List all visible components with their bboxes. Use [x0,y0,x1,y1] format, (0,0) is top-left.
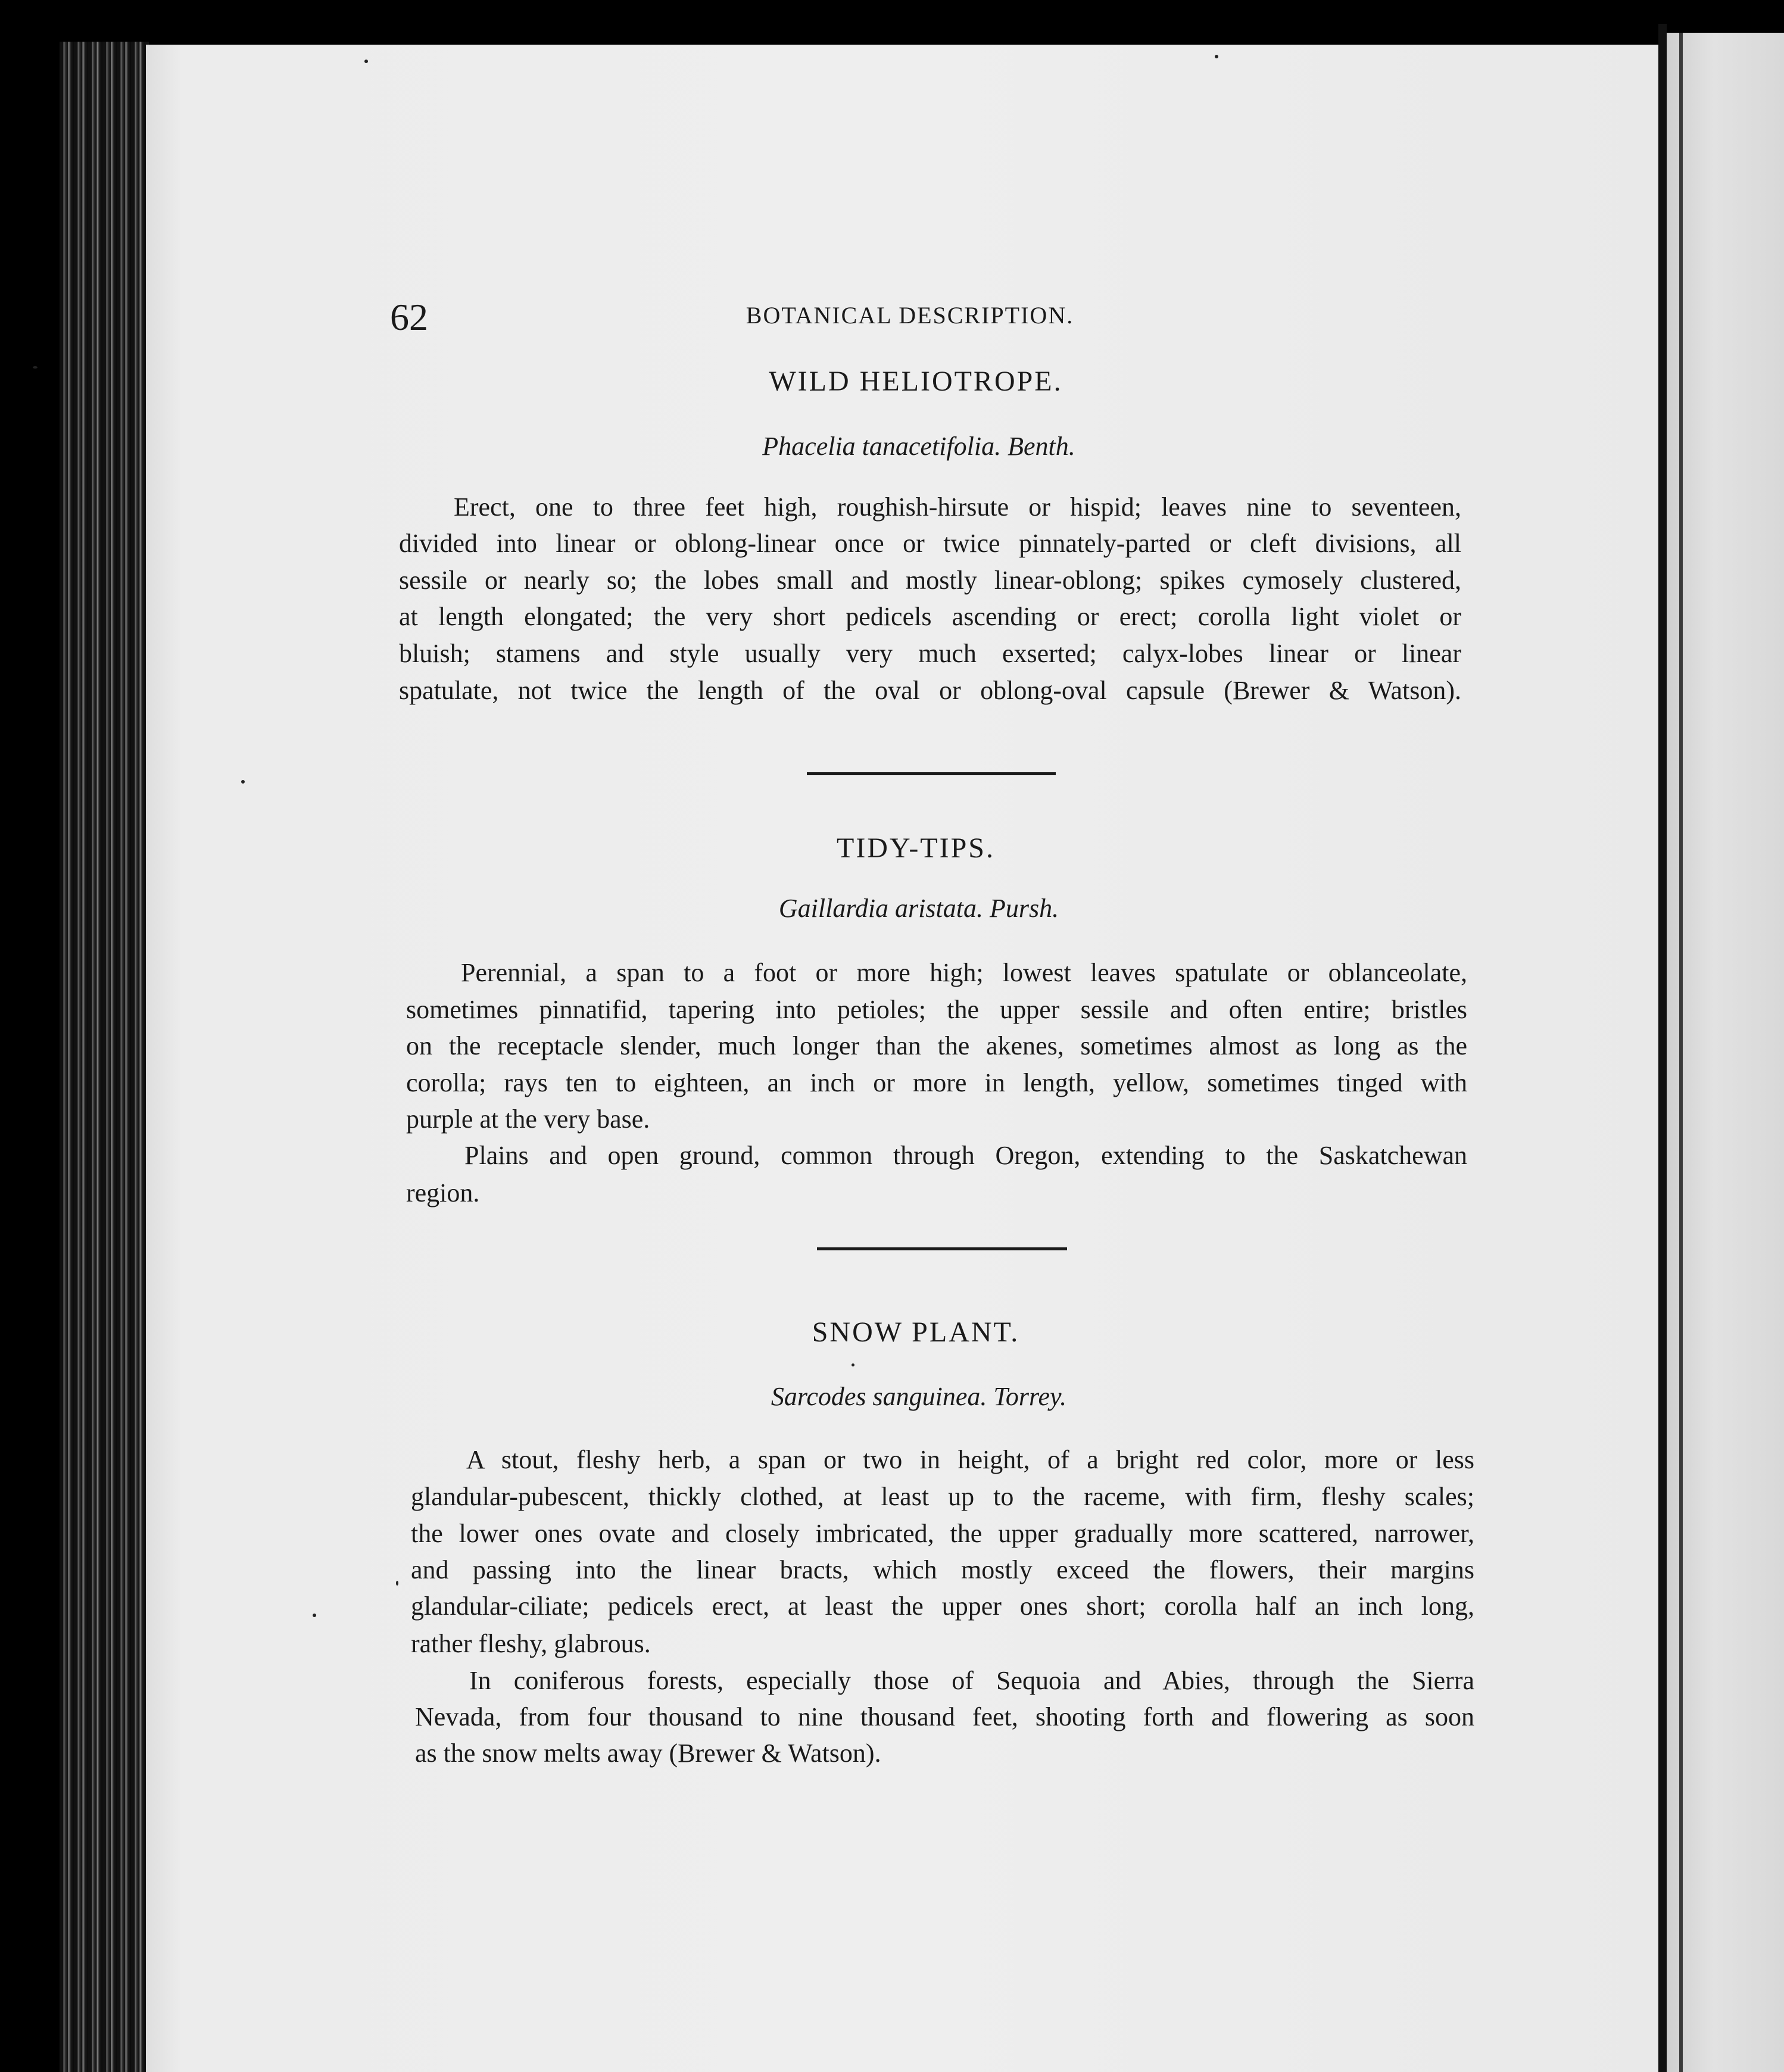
latin-name-snow-plant: Sarcodes sanguinea. Torrey. [771,1382,1067,1411]
running-head: BOTANICAL DESCRIPTION. [746,302,1074,329]
body-line: Perennial, a span to a foot or more high; lowest leaves spatulate or oblanceolate, [461,958,1467,987]
body-line: Nevada, from four thousand to nine thousand feet, shooting forth and flowering as soon [415,1702,1474,1731]
section-divider [807,772,1056,775]
scan-speck [396,1581,398,1586]
body-line: A stout, fleshy herb, a span or two in height, of a bright red color, more or less [466,1445,1474,1474]
body-line: Plains and open ground, common through Oregon, extending to the Saskatchewan [464,1141,1467,1170]
body-line: glandular-pubescent, thickly clothed, at least up to the raceme, with firm, fleshy scales; [411,1482,1474,1511]
section-heading-tidy-tips: TIDY-TIPS. [837,832,995,864]
body-line: rather fleshy, glabrous. [411,1629,651,1658]
latin-name-wild-heliotrope: Phacelia tanacetifolia. Benth. [762,432,1075,461]
body-line: the lower ones ovate and closely imbricated, the upper gradually more scattered, narrower, [411,1519,1474,1548]
scan-speck [364,60,368,63]
body-line: bluish; stamens and style usually very much exserted; calyx-lobes linear or linear [399,639,1461,668]
body-line: divided into linear or oblong-linear once or twice pinnately-parted or cleft divisions, all [399,529,1461,558]
latin-name-tidy-tips: Gaillardia aristata. Pursh. [778,894,1059,923]
next-page-edge [1679,33,1683,2072]
scan-speck [241,780,245,784]
body-line: as the snow melts away (Brewer & Watson). [415,1739,881,1768]
scan-speck [852,1363,854,1366]
scan-speck [313,1614,316,1617]
body-line: In coniferous forests, especially those of Sequoia and Abies, through the Sierra [469,1666,1474,1695]
body-line: at length elongated; the very short pedicels ascending or erect; corolla light violet or [399,602,1461,631]
next-page-sliver [1667,33,1784,2072]
body-line: spatulate, not twice the length of the oval or oblong-oval capsule (Brewer & Watson). [399,676,1461,705]
section-heading-wild-heliotrope: WILD HELIOTROPE. [769,366,1063,397]
page-gutter [1658,24,1667,2072]
body-line: on the receptacle slender, much longer than the akenes, sometimes almost as long as the [406,1031,1467,1060]
section-divider [817,1247,1067,1250]
body-line: sessile or nearly so; the lobes small and mostly linear-oblong; spikes cymosely clustered, [399,566,1461,595]
page-number: 62 [390,296,428,338]
body-line: Erect, one to three feet high, roughish-hirsute or hispid; leaves nine to seventeen, [454,492,1461,522]
section-heading-snow-plant: SNOW PLANT. [812,1316,1020,1348]
body-line: region. [406,1178,480,1207]
body-line: glandular-ciliate; pedicels erect, at least the upper ones short; corolla half an inch long, [411,1592,1474,1621]
body-line: and passing into the linear bracts, which mostly exceed the flowers, their margins [411,1555,1474,1584]
scan-speck [1215,55,1218,58]
body-line: sometimes pinnatifid, tapering into petioles; the upper sessile and often entire; bristles [406,995,1467,1024]
body-line: corolla; rays ten to eighteen, an inch or more in length, yellow, sometimes tinged with [406,1068,1467,1097]
body-line: purple at the very base. [406,1104,650,1134]
book-spine-edge [60,42,149,2072]
